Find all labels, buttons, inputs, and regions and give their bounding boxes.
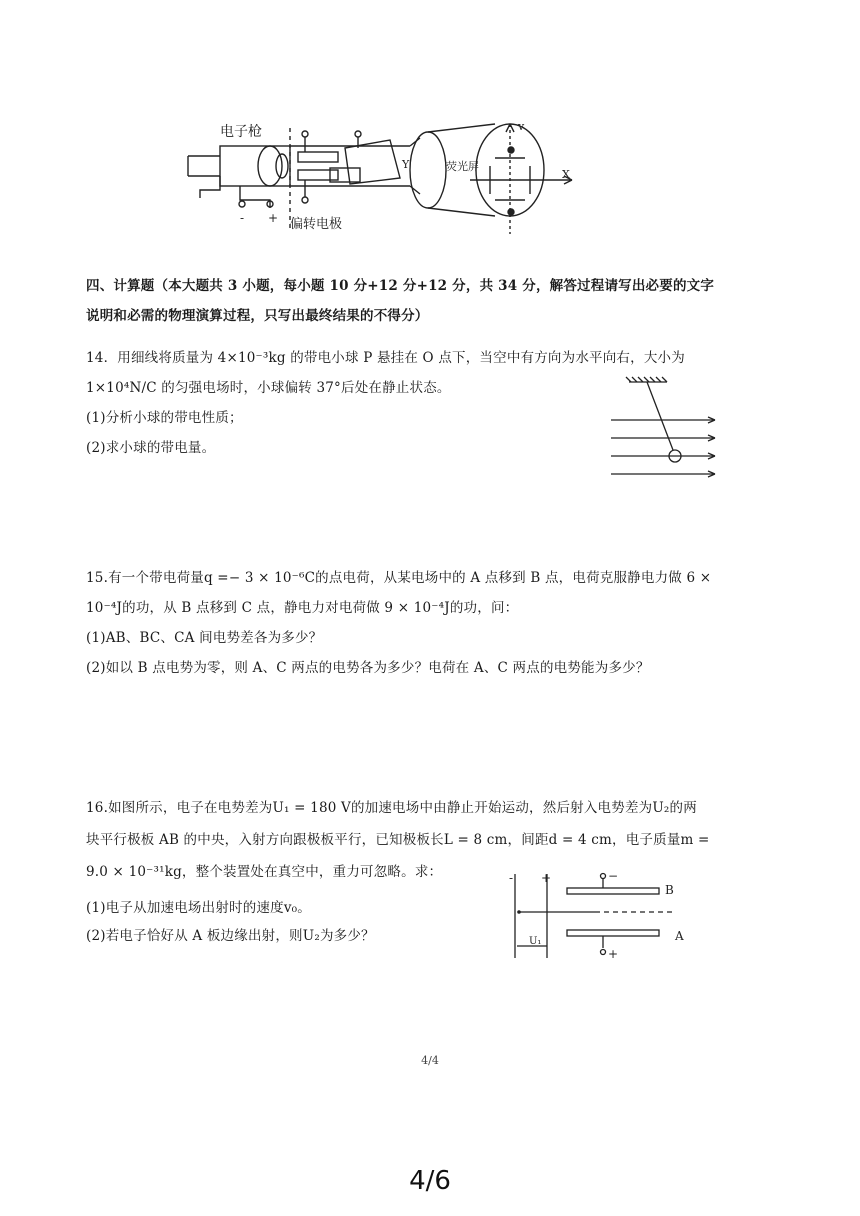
label-bottom-plus: + — [608, 947, 619, 960]
label-screen: 荧光屏 — [446, 160, 479, 173]
label-left-minus: - — [509, 871, 514, 885]
label-v: v — [518, 120, 525, 133]
q16-part1: (1)电子从加速电场出射时的速度v₀。 — [86, 900, 311, 916]
q15-line2: 10⁻⁴J的功，从 B 点移到 C 点，静电力对电荷做 9 × 10⁻⁴J的功，问： — [86, 600, 519, 616]
label-top-minus: − — [608, 870, 619, 883]
label-plus: + — [268, 211, 279, 225]
section-heading-line1: 四、计算题（本大题共 3 小题，每小题 10 分+12 分+12 分，共 34 分，解答过程请写出必要的文字 — [86, 278, 715, 294]
q16-line2: 块平行极板 AB 的中央，入射方向跟极板平行，已知极板长L = 8 cm，间距d = 4 cm，电子质量m = — [86, 832, 710, 848]
label-electron-gun: 电子枪 — [220, 124, 262, 140]
q16-part2: (2)若电子恰好从 A 板边缘出射，则U₂为多少？ — [86, 928, 375, 944]
inner-page-number: 4/4 — [421, 1054, 439, 1067]
q15-part1: (1)AB、BC、CA 间电势差各为多少？ — [86, 630, 323, 646]
pendulum-figure — [605, 376, 720, 482]
label-y: Y — [402, 158, 410, 171]
label-u1: U₁ — [529, 936, 542, 947]
label-minus: - — [240, 211, 245, 225]
q15-part2: (2)如以 B 点电势为零，则 A、C 两点的电势各为多少？电荷在 A、C 两点的电势能为多少？ — [86, 660, 650, 676]
label-deflection-plates: 偏转电极 — [290, 217, 343, 232]
q15-line1: 15.有一个带电荷量q =− 3 × 10⁻⁶C的点电荷，从某电场中的 A 点移到 B 点，电荷克服静电力做 6 × — [86, 570, 712, 586]
label-plate-a: A — [675, 929, 684, 943]
q14-line1: 14．用细线将质量为 4×10⁻³kg 的带电小球 P 悬挂在 O 点下，当空中有方向为水平向右，大小为 — [86, 350, 685, 366]
q14-part1: (1)分析小球的带电性质； — [86, 410, 243, 426]
oscilloscope-figure — [180, 118, 600, 240]
q16-line1: 16.如图所示，电子在电势差为U₁ = 180 V的加速电场中由静止开始运动，然后射入电势差为U₂的两 — [86, 800, 697, 816]
label-x: X — [562, 168, 570, 181]
deflection-plates-figure — [505, 870, 705, 960]
label-plate-b: B — [665, 883, 674, 897]
label-left-plus: + — [541, 871, 552, 885]
q14-part2: (2)求小球的带电量。 — [86, 440, 216, 456]
page-number: 4/6 — [409, 1166, 451, 1196]
section-heading-line2: 说明和必需的物理演算过程，只写出最终结果的不得分） — [86, 308, 429, 324]
q16-line3: 9.0 × 10⁻³¹kg，整个装置处在真空中，重力可忽略。求： — [86, 864, 443, 880]
q14-line2: 1×10⁴N/C 的匀强电场时，小球偏转 37°后处在静止状态。 — [86, 380, 451, 396]
